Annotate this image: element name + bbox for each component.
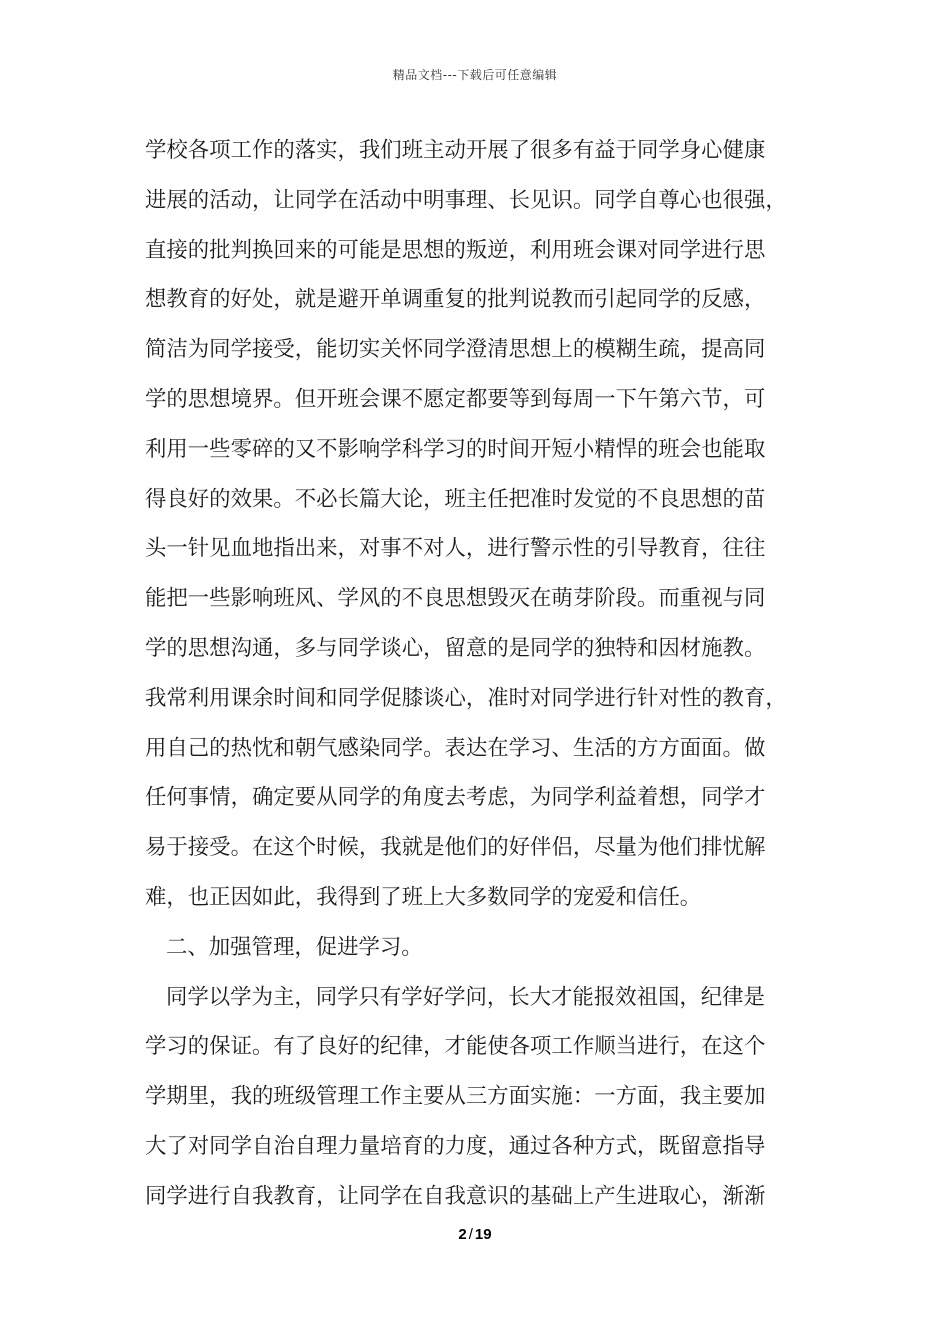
body-line: 用自己的热忱和朝气感染同学。表达在学习、生活的方方面面。做 <box>145 735 766 761</box>
body-line: 学校各项工作的落实，我们班主动开展了很多有益于同学身心健康 <box>145 138 766 163</box>
body-line: 易于接受。在这个时候，我就是他们的好伴侣，尽量为他们排忧解 <box>145 835 766 861</box>
body-line: 学期里，我的班级管理工作主要从三方面实施：一方面，我主要加 <box>145 1084 766 1110</box>
current-page: 2 <box>458 1226 467 1243</box>
body-line: 得良好的效果。不必长篇大论，班主任把准时发觉的不良思想的苗 <box>145 486 766 512</box>
body-line: 大了对同学自治自理力量培育的力度，通过各种方式，既留意指导 <box>145 1133 766 1159</box>
section-heading: 二、加强管理，促进学习。 <box>166 934 423 960</box>
total-pages: 19 <box>474 1226 492 1243</box>
body-line: 利用一些零碎的又不影响学科学习的时间开短小精悍的班会也能取 <box>145 436 766 462</box>
body-line: 学的思想沟通，多与同学谈心，留意的是同学的独特和因材施教。 <box>145 635 766 661</box>
body-line: 直接的批判换回来的可能是思想的叛逆，利用班会课对同学进行思 <box>145 237 766 263</box>
page-header: 精品文档---下载后可任意编辑 <box>392 68 558 82</box>
page-separator: / <box>468 1226 473 1243</box>
body-line: 任何事情，确定要从同学的角度去考虑，为同学利益着想，同学才 <box>145 785 766 811</box>
document-body <box>145 126 825 1222</box>
body-line: 学习的保证。有了良好的纪律，才能使各项工作顺当进行，在这个 <box>145 1034 766 1060</box>
body-line: 想教育的好处，就是避开单调重复的批判说教而引起同学的反感， <box>145 287 766 313</box>
body-line: 进展的活动，让同学在活动中明事理、长见识。同学自尊心也很强， <box>145 187 787 213</box>
body-line: 同学进行自我教育，让同学在自我意识的基础上产生进取心，渐渐 <box>145 1183 766 1209</box>
body-line: 难，也正因如此，我得到了班上大多数同学的宠爱和信任。 <box>145 884 702 910</box>
body-line: 简洁为同学接受，能切实关怀同学澄清思想上的模糊生疏，提高同 <box>145 337 766 363</box>
paragraph-first-line: 同学以学为主，同学只有学好学问，长大才能报效祖国，纪律是 <box>166 984 765 1010</box>
page-number <box>0 1226 950 1243</box>
body-line: 我常利用课余时间和同学促膝谈心，准时对同学进行针对性的教育， <box>145 685 787 711</box>
body-line: 头一针见血地指出来，对事不对人，进行警示性的引导教育，往往 <box>145 536 766 562</box>
body-line: 能把一些影响班风、学风的不良思想毁灭在萌芽阶段。而重视与同 <box>145 586 766 612</box>
body-line: 学的思想境界。但开班会课不愿定都要等到每周一下午第六节，可 <box>145 386 766 412</box>
